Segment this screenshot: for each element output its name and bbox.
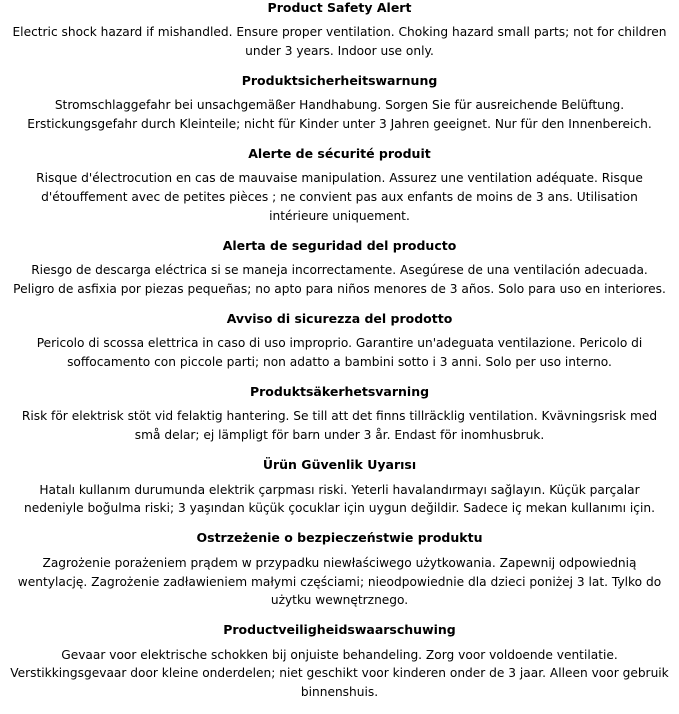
section-title: Produktsicherheitswarnung	[241, 73, 438, 89]
section-title: Ostrzeżenie o bezpieczeństwie produktu	[196, 530, 483, 546]
section-title: Ürün Güvenlik Uyarısı	[262, 457, 417, 473]
safety-section-nl	[8, 622, 671, 714]
safety-section-tr	[8, 457, 671, 530]
section-title: Product Safety Alert	[267, 0, 412, 15]
section-title: Alerte de sécurité produit	[248, 146, 431, 162]
section-body: Gevaar voor elektrische schokken bij onjuiste behandeling. Zorg voor voldoende ventilatie. Verstikkingsgevaar door kleine onderdelen; niet geschikt voor kinderen onder de 3 jaar. Alleen voor gebruik binnenshuis.	[10, 647, 669, 700]
section-body: Zagrożenie porażeniem prądem w przypadku niewłaściwego użytkowania. Zapewnij odpowiednią wentylację. Zagrożenie zadławieniem małymi częściami; nieodpowiednie dla dzieci poniżej 3 lat. Tylko do użytku wewnętrznego.	[17, 555, 662, 608]
safety-section-es	[8, 238, 671, 311]
section-title: Productveiligheidswaarschuwing	[223, 622, 456, 638]
section-title: Avviso di sicurezza del prodotto	[226, 311, 453, 327]
section-body: Pericolo di scossa elettrica in caso di uso improprio. Garantire un'adeguata ventilazione. Pericolo di soffocamento con piccole parti; non adatto a bambini sotto i 3 anni. Solo per uso interno.	[36, 336, 643, 370]
section-body: Hatalı kullanım durumunda elektrik çarpması riski. Yeterli havalandırmayı sağlayın. Küçük parçalar nedeniyle boğulma riski; 3 yaşından küçük çocuklar için uygun değildir. Sadece iç mekan kullanımı için.	[24, 482, 655, 516]
section-body: Stromschlaggefahr bei unsachgemäßer Handhabung. Sorgen Sie für ausreichende Belüftung. Erstickungsgefahr durch Kleinteile; nicht für Kinder unter 3 Jahren geeignet. Nur für den Innenbereich.	[27, 98, 652, 132]
section-body: Risque d'électrocution en cas de mauvaise manipulation. Assurez une ventilation adéquate. Risque d'étouffement avec de petites pièces ; ne convient pas aux enfants de moins de 3 ans. Utilisation intérieure uniquement.	[36, 171, 643, 224]
safety-section-fr	[8, 146, 671, 238]
safety-section-sv	[8, 384, 671, 457]
safety-section-it	[8, 311, 671, 384]
safety-section-pl	[8, 530, 671, 622]
section-body: Riesgo de descarga eléctrica si se maneja incorrectamente. Asegúrese de una ventilación adecuada. Peligro de asfixia por piezas pequeñas; no apto para niños menores de 3 años. Solo para uso en interiores.	[13, 263, 666, 297]
safety-section-en	[8, 0, 671, 73]
section-body: Electric shock hazard if mishandled. Ensure proper ventilation. Choking hazard small parts; not for children under 3 years. Indoor use only.	[12, 25, 667, 59]
section-title: Alerta de seguridad del producto	[222, 238, 457, 254]
safety-section-de	[8, 73, 671, 146]
section-title: Produktsäkerhetsvarning	[249, 384, 430, 400]
section-body: Risk för elektrisk stöt vid felaktig hantering. Se till att det finns tillräcklig ventilation. Kvävningsrisk med små delar; ej lämpligt för barn under 3 år. Endast för inomhusbruk.	[21, 409, 658, 443]
